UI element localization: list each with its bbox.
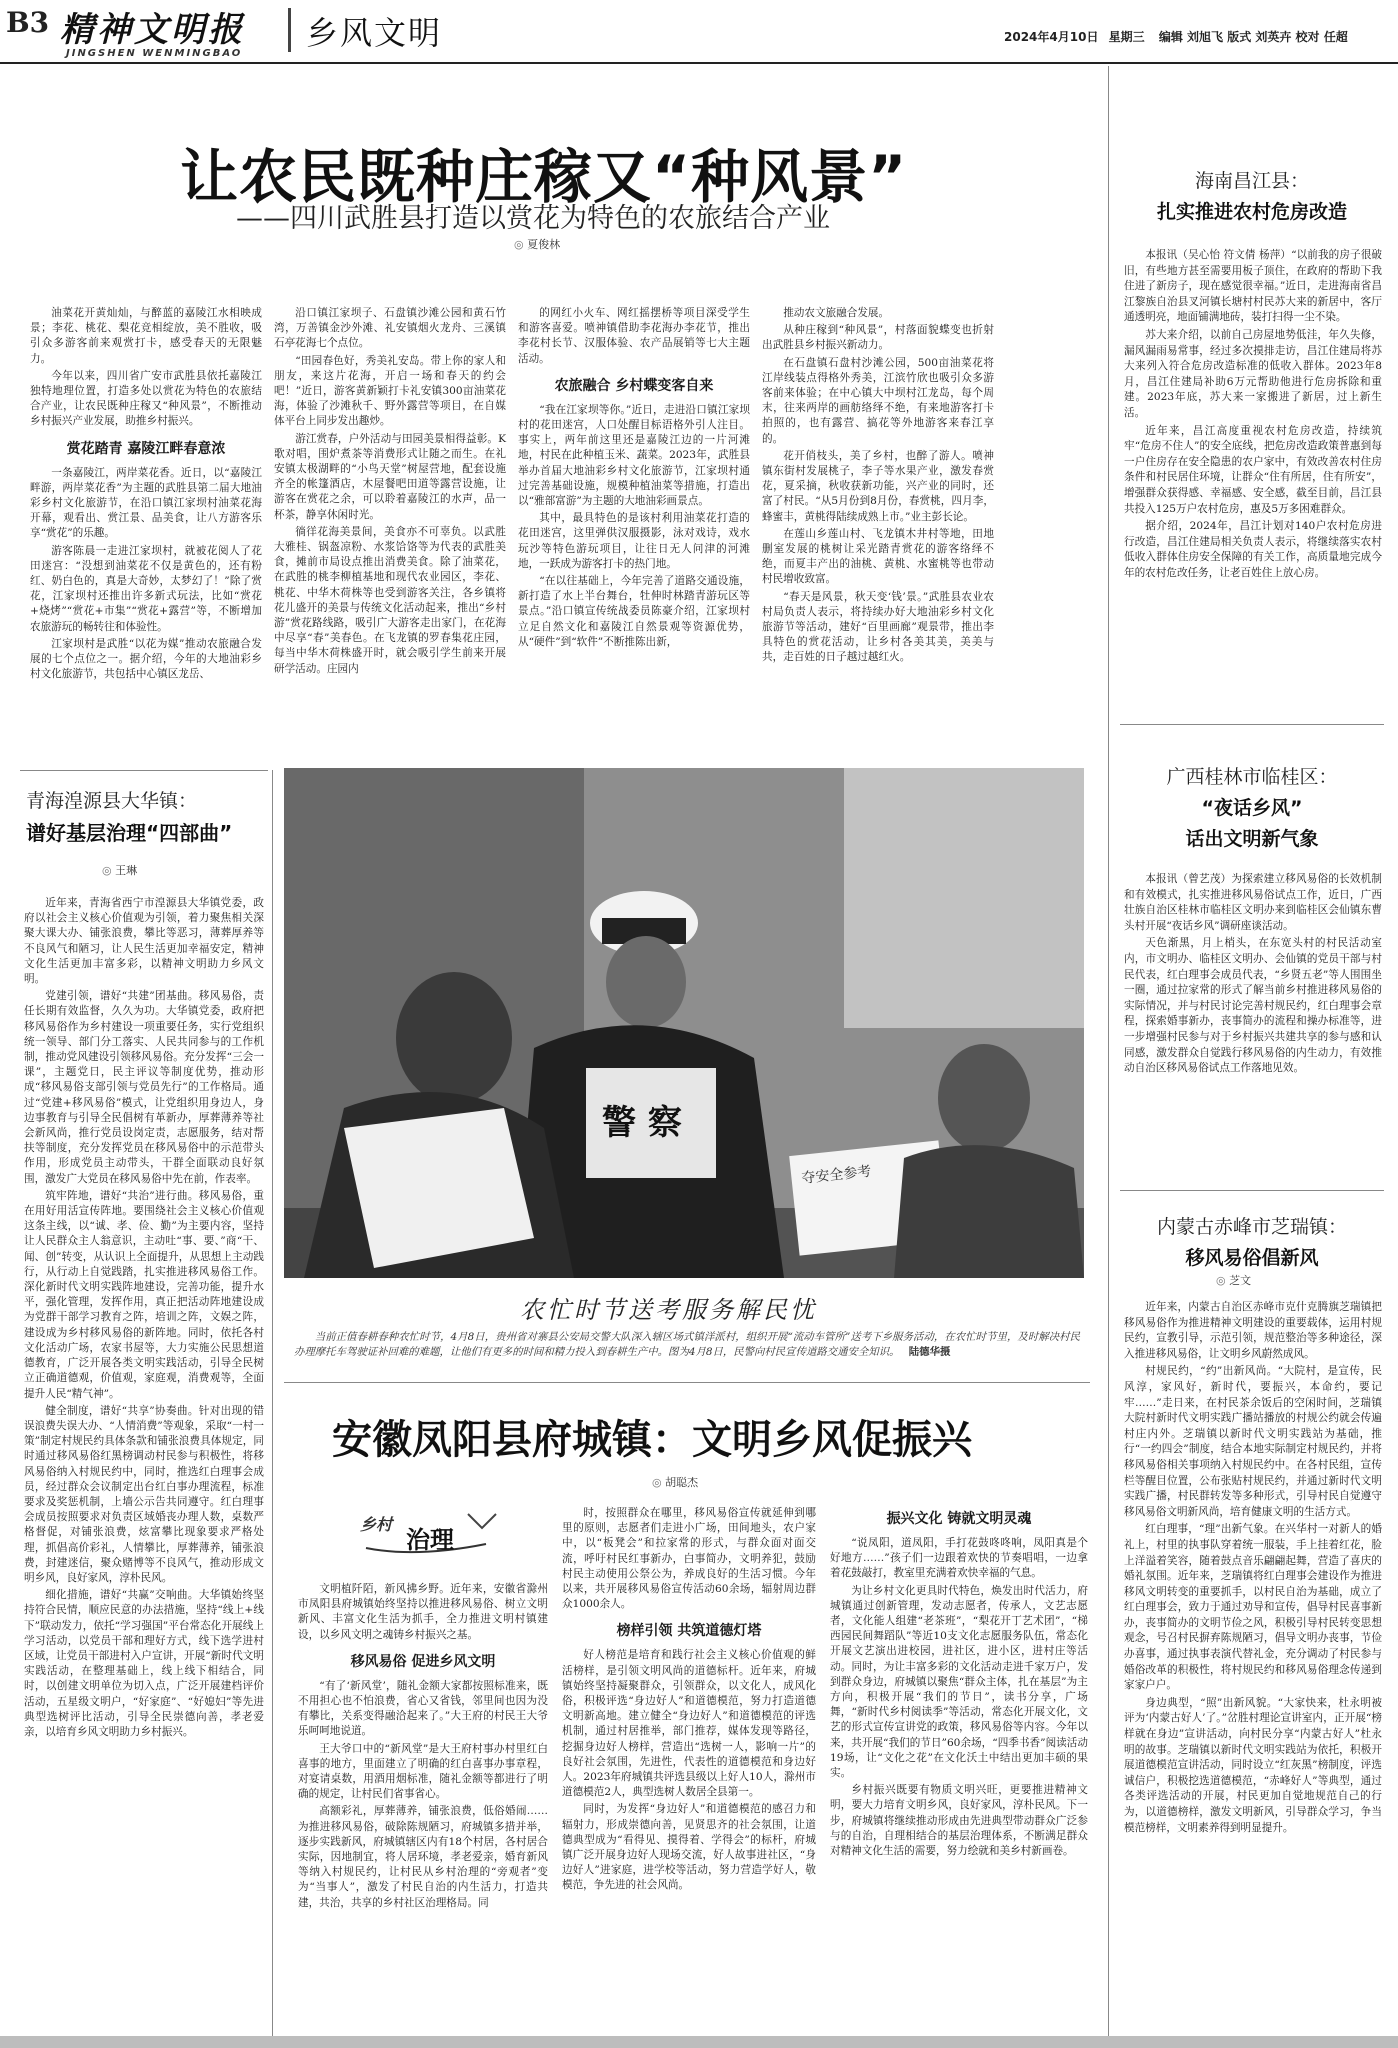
paragraph: 油菜花开黄灿灿，与醉蓝的嘉陵江水相映成景；李花、桃花、梨花竞相绽放，美不胜收，吸引众多游客前来观赏打卡，感受春天的无限魅力。 [30,307,262,365]
paragraph: 本报讯（曾艺茂）为探索建立移风易俗的长效机制和有效模式，扎实推进移风易俗试点工作，近日，广西壮族自治区桂林市临桂区文明办来到临桂区会仙镇东曹头村开展“夜话乡风”调研座谈活动。 [1124,873,1382,932]
issue-info [1004,28,1348,45]
bottom-column-3 [830,1506,1088,1861]
lead-column-1 [30,306,262,684]
paragraph: 今年以来，四川省广安市武胜县依托嘉陵江独特地理位置，打造多处以赏花为特色的农旅结合产业，让农民既种庄稼又“种风景”，不断推动乡村振兴产业发展，助推乡村振兴。 [30,369,262,428]
paragraph: 在莲山乡莲山村、飞龙镇木井村等地，田地删室发展的桃树让采光踏青赏花的游客络绎不绝，而夏丰产出的油桃、黄桃、水蜜桃等也带动村民增收致富。 [762,527,994,586]
paragraph: 为让乡村文化更具时代特色，焕发出时代活力，府城镇通过创新管理，发动志愿者，传承人，文艺志愿者，文化能人组建“老茶班”，“梨花开丁艺术团”，“梯西园民间舞蹈队”等近10支文化志愿服务队伍，常态化开展文艺演出进校园，进社区，进小区，进村庄等活动。同时，为让丰富多彩的文化活动走进千家万户，发到群众身边，府城镇以聚焦“群众主体，扎在基层”为主方向，积极开展“我们的节日”，读书分享，广场舞，“新时代乡村阅读季”等活动，常态化开展文化，文艺的形式宣传宣讲党的政策，移风易俗等内容。今年以来，共开展“我们的节日”60余场，“四季书香”阅读活动19场，让“文化之花”在文化沃土中结出更加丰硕的果实。 [830,1584,1088,1780]
left-mid-rule [20,770,268,771]
bottom-column-1 [298,1582,548,1913]
subheading: 赏花踏青 嘉陵江畔春意浓 [66,440,226,457]
sidebar-rule-1 [1120,724,1384,725]
lead-subtitle: ——四川武胜县打造以赏花为特色的农旅结合产业 [236,203,830,234]
paragraph: 徜徉花海美景间，美食亦不可辜负。以武胜大雅桂、锅盔凉粉、水浆饸饹等为代表的武胜美食，摊前市局设点推出消费美食。除了油菜花，在武胜的桃李柳植基地和现代农业园区，李花、桃花、中华木荷株等也受到游客关注，各乡镇将花儿盛开的美景与传统文化活动起来，推出“乡村游”赏花路线路，吸引广大游客走出家门，在花海中尽享“春”美春色。在飞龙镇的罗春集花庄园，每当中华木荷株盛开时，就会吸引学生前来开展研学活动。庄园内 [274,525,506,675]
lead-column-4 [762,306,994,668]
right3-title-line2: 移风易俗倡新风 [1185,1247,1319,1269]
photo-caption-text: 当前正值春耕春种农忙时节，4月8日，贵州省对寨县公安局交警大队深入辖区场式镇洋派村，组织开展“流动车管所”送考下乡服务活动，在农忙时节里，及时解决村民办理摩托车驾驶证补回难的难题，让他们有更多的时间和精力投入到春耕生产中。图为4月8日，民警向村民宣传道路交通安全知识。 [294,1331,1080,1358]
paragraph: 苏大来介绍，以前自己房屋地势低洼，年久失修，漏风漏雨易常事，经过多次摸排走访，昌江住建局将苏大来列入符合危房改造标准的低收入群体。2023年8月，昌江住建局补助6万元帮助他进行危房拆除和重建。2023年底，苏大来一家搬进了新居，过上新生活。 [1124,328,1382,419]
left-mid-article [24,896,264,1742]
subheading: 振兴文化 铸就文明灵魂 [886,1511,1032,1527]
paragraph: 江家坝村是武胜“以花为媒”推动农旅融合发展的七个点位之一。据介绍，今年的大地油彩乡村文化旅游节，共包括中心镇区龙岳、 [30,637,262,681]
vest-badge-text: 警 察 [602,1103,682,1143]
bottom-headline: 安徽凤阳县府城镇：文明乡风促振兴 [332,1417,972,1463]
paragraph: 本报讯（吴心怡 符文倩 杨萍）“以前我的房子很破旧，有些地方甚至需要用板子顶住，在政府的帮助下我住进了新房子，现在感觉很幸福。”近日，走进海南省昌江黎族自治县叉河镇长塘村村民苏大来的新居中，客厅通透明亮，地面铺满地砖，装打扫得一尘不染。 [1124,249,1382,324]
paragraph: 同时，为发挥“身边好人”和道德模范的感召力和辐射力，形成崇德向善，见贤思齐的社会氛围，让道德典型成为“看得见、摸得着、学得会”的标杆，府城镇广泛开展身边好人现场交流，好人故事进社区，“身边好人”进家庭，进学校等活动，努力营造学好人，敬模范，争先进的社会风尚。 [562,1803,816,1892]
rural-governance-logo [356,1506,504,1568]
photo-illustration [284,768,1084,1278]
right1-title-line1: 海南昌江县： [1194,170,1309,192]
paragraph: “我在江家坝等你。”近日，走进沿口镇江家坝村的花田迷宫，人口处醒目标语格外引人注目。事实上，两年前这里还是嘉陵江边的一片河滩地，村民在此种植玉米、蔬菜。2023年，武胜县举办首届大地油彩乡村文化旅游节，江家坝村通过完善基础设施，规模种植油菜等措施，打造出以“雅部富游”为主题的大地油彩画景点。 [518,403,750,508]
photo-caption-title: 农忙时节送考服务解民忧 [520,1296,817,1324]
paragraph: 在石盘镇石盘村沙滩公园，500亩油菜花将江岸线装点得格外秀美，江滨竹欣也吸引众多游客前来体验；在中心镇大中坝村江龙岛，每个周末，往来两岸的画舫络绎不绝，有来地游客打卡拍照的，也有露营、搞花等外地游客来春江享的。 [762,356,994,445]
paragraph: 近年来，青海省西宁市湟源县大华镇党委，政府以社会主义核心价值观为引领，着力聚焦相关深聚大课大办、铺张浪费，攀比等恶习，薄葬厚养等不良风气和陋习，让人民生活更加幸福安定，精神文化生活更加丰富多彩，以精神文明助力乡风文明。 [24,897,264,986]
logo-roof-icon [468,1514,496,1528]
page-bottom-bar [0,2036,1398,2048]
paragraph: 好人榜范是培育和践行社会主义核心价值观的鲜活榜样，是引领文明风尚的道德标杆。近年来，府城镇始终坚持凝聚群众，引领群众，以文化人，成风化俗，积极评选“身边好人”和道德模范，努力打造道德文明新高地。建立健全“身边好人”和道德模范的评选机制，通过村居推举，部门推荐，媒体发现等路径，挖掘身边好人榜样，营造出“选树一人，影响一片”的良好社会氛围，先进性，代表性的道德模范和身边好人。2023年府城镇共评选县级以上好人10人，滁州市道德模范2人，典型选树人数居全县第一。 [562,1649,816,1799]
bottom-column-2 [562,1506,816,1896]
subheading: 移风易俗 促进乡风文明 [350,1653,496,1670]
paragraph: 花开俏枝头，美了乡村，也醉了游人。喷神镇东街村发展桃子，李子等水果产业，激发春赏花，夏采摘，秋收获新功能，兴产业的同时，还富了村民。“从5月份到8月份，春赏桃，四月李，蜂蜜丰，黄桃得陆续成熟上市。”业主彭长论。 [762,449,994,523]
issue-weekday: 星期三 [1108,30,1145,44]
paragraph: 近年来，昌江高度重视农村危房改造，持续筑牢“危房不住人”的安全底线，把危房改造政策普惠到每一户住房存在安全隐患的农户家中，有效改善农村住房条件和村民居住环境，让群众“住有所居，住有所安”，增强群众获得感、幸福感、安全感，截至目前，昌江县共投入125万户农村危房，惠及5万多困难群众。 [1124,424,1382,515]
masthead [0,0,1398,66]
left-mid-title-line1: 青海湟源县大华镇： [26,790,198,812]
masthead-rule [0,62,1398,64]
lead-column-2 [274,306,506,679]
left-mid-title-line2: 谱好基层治理“四部曲” [26,821,233,845]
paper-name: 精神文明报 [60,10,245,50]
photo-caption [294,1330,1080,1360]
lead-headline: 让农民既种庄稼又“种风景” [180,143,908,211]
paragraph: 天色渐黑，月上梢头，在东宽头村的村民活动室内，市文明办、临桂区文明办、会仙镇的党员干部与村民代表，红白理事会成员代表，“乡贤五老”等人围围坐一圈，通过拉家常的形式了解当前乡村推进移风易俗的实际情况，并与村民讨论完善村规民约，红白理事会章程，探索婚事新办，丧事简办的流程和操办标准等，进一步增强村民参与对于乡村振兴共建共享的参与感和认同感，激发群众自觉践行移风易俗的内生动力，有效推动自治区移风易俗试点工作落地见效。 [1124,937,1382,1075]
villager-right-body [894,1145,1084,1278]
right3-title-line1: 内蒙古赤峰市芝瑞镇： [1156,1216,1347,1238]
paragraph: 高额彩礼，厚葬薄养，铺张浪费，低俗婚闹……为推进移风易俗，破除陈规陋习，府城镇多措并举，逐步实践新风，府城镇辖区内有18个村居，各村居合实际，因地制宜，将人居环境，孝老爱亲，婚育新风等纳入村规民约，让村民从乡村治理的“旁观者”变为“当事人”，激发了村民自治的内生活力，打造共建，共治，共享的乡村社区治理格局。同 [298,1805,548,1909]
paragraph: 的网红小火车、网红摇摆桥等项目深受学生和游客喜爱。喷神镇借助李花海办李花节，推出李花村长节、汉服体验、农产品展销等七大主题活动。 [518,307,750,365]
right1-title [1122,166,1382,224]
section-name: 乡风文明 [306,14,443,52]
leaflet-text: 夺安全参考 [800,1163,873,1187]
paragraph: 村规民约，“约”出新风尚。“大院村，是宣传，民风淳，家风好，新时代，要振兴，本命约，要记牢……”走日来，在村民茶余饭后的空闲时间，芝瑞镇大院村新时代文明实践广播站播放的村规公约就会传遍村庄内外。芝瑞镇以新时代文明实践站为基础，推行“一约四会”制度，结合本地实际制定村规民约，并将移风易俗相关事项纳入村规民约中。在各村民组，宣传栏等醒目位置，公布张贴村规民约，并通过新时代文明实践广播，村民群转发等多种形式，引导村民自觉遵守移风易俗文明新风尚，培育健康文明的生活方式。 [1124,1365,1382,1518]
right2-title-line1: 广西桂林市临桂区： [1166,766,1338,788]
page-number: B3 [6,6,50,39]
sidebar-rule-2 [1120,1190,1384,1191]
right2-article [1124,872,1382,1079]
sidebar-divider [1108,66,1109,2048]
left-mid-byline: ◎ 王琳 [102,862,137,878]
paragraph: 红白理事，“理”出新气象。在兴华村一对新人的婚礼上，村里的执事队穿着统一服装，手上挂着红花，脸上洋溢着笑容，随着鼓点音乐翩翩起舞，营造了喜庆的婚礼氛围。近年来，芝瑞镇将红白理事会建设作为推进移风文明转变的重要抓手，以村民自治为基础，成立了红白理事会，致力于通过劝导和宣传，倡导村民喜事新办，丧事简办的文明节俭之风，积极引导村民转变思想观念，号召村民摒弃陈规陋习，倡导文明办丧事，节俭办喜事，通过执事表演代替礼金，充分调动了村民参与婚俗改革的积极性，将村规民约和移风易俗理念传递到家家户户。 [1124,1523,1382,1692]
paragraph: 推动农文旅融合发展。 [783,307,890,319]
villager-head [396,972,512,1104]
paragraph: 近年来，内蒙古自治区赤峰市克什克腾旗芝瑞镇把移风易俗作为推进精神文明建设的重要载体，运用村规民约，宣教引导，示范引领，规范整治等多种途径，深入推进移风易俗，让文明乡风蔚然成风。 [1124,1301,1382,1360]
paragraph: 乡村振兴既要有物质文明兴旺，更要推进精神文明，要大力培育文明乡风，良好家风，淳朴民风。下一步，府城镇将继续推动形成由先进典型带动群众广泛参与的自治，自理相结合的基层治理体系，不断满足群众对精神文化生活的需要，努力绘就和美乡村新画卷。 [830,1784,1088,1858]
officer-face [606,936,686,1028]
paragraph: “说凤阳，道凤阳，手打花鼓咚咚响，凤阳真是个好地方……”孩子们一边跟着欢快的节奏唱唱，一边拿着花鼓敲打，教室里充满着欢快幸福的气息。 [830,1537,1088,1580]
paragraph: 据介绍，2024年，昌江计划对140户农村危房进行改造，昌江住建局相关负责人表示，将继续落实农村低收入群体住房安全保障的有关工作，高质量地完成今年的农村危改任务，让老百姓住上放心房。 [1124,520,1382,579]
paper-pinyin: JINGSHEN WENMINGBAO [66,48,243,59]
paragraph: 王大爷口中的“新风堂”是大王府村事办村里红白喜事的地方，里面建立了明确的红白喜事办事章程，对宴请桌数，用酒用烟标准，随礼金额等都进行了明确的规定，让村民们省事省心。 [298,1742,548,1801]
left-mid-title [26,786,276,846]
bottom-article-rule [284,1382,1090,1383]
right1-title-line2: 扎实推进农村危房改造 [1156,201,1347,223]
paragraph: 身边典型，“照”出新风貌。“大家快来，杜永明被评为‘内蒙古好人’了。”岔胜村理论宣讲室内，正开展“榜样就在身边”宣讲活动，向村民分享“内蒙古好人”杜永明的故事。芝瑞镇以新时代文明实践站为依托，积极开展道德模范宣讲活动，同时设立“红灰黑”榜制度，评选诚信户，积极挖选道德模范，“赤峰好人”等典型，通过各类评选活动的开展，村民更加自觉地规范自己的行为，以道德榜样，激发文明新风，引导群众学习，争当模范榜样，文明素养得到明显提升。 [1124,1696,1382,1834]
paragraph: 其中，最具特色的是该村利用油菜花打造的花田迷宫，这里弹供汉服摄影，泳对戏诗，戏水玩沙等特色游玩项目，让往日无人问津的河滩地，一跃成为游客打卡的热门地。 [518,512,750,570]
paragraph: 时，按照群众在哪里，移风易俗宣传就延伸到哪里的原则，志愿者们走进小广场，田间地头，农户家中，以“板凳会”和拉家常的形式，与群众面对面交流，呼吁村民红事新办，白事简办，文明养犯，鼓励村民主动使用公祭公为，养成良好的生活习惯。今年以来，共开展移风易俗宣传活动60余场，辐射周边群众1000余人。 [562,1507,816,1611]
left-column-divider [272,770,273,2048]
news-photo [284,768,1084,1278]
paragraph: 游江赏春，户外活动与田园美景相得益彰。K歌对唱，围炉煮茶等消费形式让随之而生。在礼安镇太极湖畔的“小鸟天堂”树屋营地，配套设施齐全的帐篷酒店，木屋餐吧田道等露营设施，让游客在赏花之余，可以聆着嘉陵江的水声，品一杯茶，静享休闲时光。 [274,432,506,521]
photo-credit: 陆德华摄 [908,1346,951,1358]
bottom-byline: ◎ 胡聪杰 [652,1474,698,1490]
right3-byline: ◎ 芝文 [1216,1272,1251,1288]
right2-title [1122,762,1382,851]
subheading: 农旅融合 乡村蝶变客自来 [554,377,714,394]
photo-window [844,768,1084,1028]
paragraph: 细化措施，谱好“共赢”交响曲。大华镇始终坚持符合民情，顺应民意的办法措施，坚持“线上+线下”联动发力，依托“学习强国”平台常态化开展线上学习活动，以党员干部和理好方式，线下选学进村区域，让党员干部进村入户宣讲，开展“新时代文明实践活动，在整理基础上，线上线下相结合，同时，以创建文明单位为切入点，广泛开展建档评价活动，五星级文明户，“好家庭”、“好媳妇”等先进典型选树评比活动，引导全民崇德向善，孝老爱亲，以培育乡风文明助力乡村振兴。 [24,1589,264,1738]
masthead-divider [288,8,291,52]
paragraph: 一条嘉陵江，两岸菜花香。近日，以“嘉陵江畔游，两岸菜花香”为主题的武胜县第二届大地油彩乡村文化旅游节，在沿口镇江家坝村油菜花海开幕，观看出、赏江景、品美食，让八方游客乐享“赏花”的乐趣。 [30,466,262,540]
right1-article [1124,248,1382,583]
right2-title-line2: “夜话乡风” [1201,797,1303,819]
paragraph: “在以往基础上，今年完善了道路交通设施，新打造了水上半台舞台，牡伸时林踏青游玩区等景点。”沿口镇宣传统战委员陈豪介绍，江家坝村立足自然文化和嘉陵江自然景观等资源优势，从“硬件”到“软件”不断推陈出新， [518,575,750,648]
paragraph: 文明植阡陌，新风拂乡野。近年来，安徽省滁州市凤阳县府城镇始终坚持以推进移风易俗、树立文明新风、丰富文化生活为抓手，全力推进文明村镇建设，以乡风文明之魂铸乡村振兴之基。 [298,1583,548,1641]
right2-title-line3: 话出文明新气象 [1185,828,1319,850]
paragraph: 从种庄稼到“种风景”，村落面貌蝶变也折射出武胜县乡村振兴新动力。 [762,324,994,352]
paragraph: “田园春色好，秀美礼安岛。带上你的家人和朋友，来这片花海，开启一场和春天的约会吧！”近日，游客黄新颖打卡礼安镇300亩油菜花海，体验了沙滩秋千、野外露营等项目，在自媒体平台上同步发出趣炒。 [274,354,506,428]
subheading: 榜样引领 共筑道德灯塔 [616,1623,762,1640]
right3-title [1122,1212,1382,1270]
lead-column-3 [518,306,750,652]
paragraph: “有了‘新风堂’，随礼金额大家都按照标准来，既不用担心也不怕浪费，省心又省钱，邻里间也因为没有攀比，关系变得融洽起来了。”大王府的村民王大爷乐呵呵地说道。 [298,1679,548,1738]
paragraph: 筑牢阵地，谱好“共治”进行曲。移风易俗，重在用好用活宣传阵地。要围绕社会主义核心价值观这条主线，以“诚、孝、俭、勤”为主要内容，坚持让人民群众主人翁意识，主动吐“事、要、”商“干、闻、创”转变，从认识上全面提升，从思想上主动践行，从行动上自觉践踏，扎实推进移风易俗工作。深化新时代文明实践阵地建设，完善功能，提升水平，强化管理，发挥作用，真正把活动阵地建设成为党群干部学习教育之阵，培训之阵，文娱之阵，建设成为乡村移风易俗的新阵地。同时，依托各村文化活动广场，农家书屋等，大力实施公民思想道德教育，广泛开展各类文明实践活动，引导全民树立正确道德观，价值观，家庭观，消费观等，全面提升人民“精气神”。 [24,1189,264,1400]
paragraph: 党建引领，谱好“共建”团基曲。移风易俗，责任长期有效监督，久久为功。大华镇党委，政府把移风易俗作为乡村建设一项重要任务，实行党组织统一领导、部门分工落实、人民共同参与的工作机制，推动党风建设引领移风易俗。充分发挥“三会一课”，主题党日，民主评议等制度优势，推动形成“移风易俗支部引领与党员先行”的工作格局。通过“党建+移风易俗”模式，让党组织用身边人，身边事教育与引导全民倡树有革新办，厚葬薄养等社会新风尚，推行党员设岗定责，志愿服务，结对帮扶等制度，充分发挥党员在移风易俗中的示范带头作用，形成党员主动带头，干群全面联动良好氛围，激发广大党员在移风易俗中先在前，作表率。 [24,990,264,1185]
logo-text-small: 乡村 [360,1515,393,1534]
paragraph: 游客陈晨一走进江家坝村，就被花阅人了花田迷宫：“没想到油菜花不仅是黄色的，还有粉红、奶白色的，真是大奇妙，太梦幻了！”除了赏花，江家坝村还推出许多新式玩法，比如“赏花+烧烤”“赏花+市集”“赏花+露营”等，不断增加农旅游玩的畅转往和体验性。 [30,544,262,633]
paragraph: 沿口镇江家坝子、石盘镇沙滩公园和黄石竹湾，万善镇金沙外滩、礼安镇烟火龙舟、三溪镇石亭花海七个点位。 [274,307,506,350]
paragraph: “春天是风景，秋天变‘钱’景。”武胜县农业农村局负责人表示，将持续办好大地油彩乡村文化旅游节等活动，建好“百里画廊”观景带，推出李具特色的赏花活动，让乡村各美其美，美美与共，走百姓的日子越过越红火。 [762,590,994,664]
staff-credits: 编辑 刘旭飞 版式 刘英卉 校对 任超 [1158,30,1348,44]
logo-text-main: 治理 [406,1526,454,1554]
lead-byline: ◎ 夏俊林 [514,236,560,252]
issue-date: 2024年4月10日 [1004,30,1099,44]
villager-right-head [938,1044,1030,1152]
paragraph: 健全制度，谱好“共享”协奏曲。针对出现的错误浪费失误大办、“人情消费”等观象，采取“一村一策”制定村规民约具体条款和铺张浪费具体规定，同时通过移风易俗红黑榜调动村民参与积极性，将移风易俗纳入村规民约中，同时，推选红白理事会成员，经过群众会议制定出台红白事办理流程，标准要求及奖惩机制，上墙公示告共同遵守。红白理事会成员按照要求对负责区域婚丧办理人数，桌数严格督促，对铺张浪费，炫富攀比现象要求严格处理，抓倡高价彩礼，人情攀比，厚葬薄养，铺张浪费，封建迷信，聚众赌博等不良风气，推动形成文明乡风，良好家风，淳朴民风。 [24,1404,264,1584]
right3-article [1124,1300,1382,1838]
